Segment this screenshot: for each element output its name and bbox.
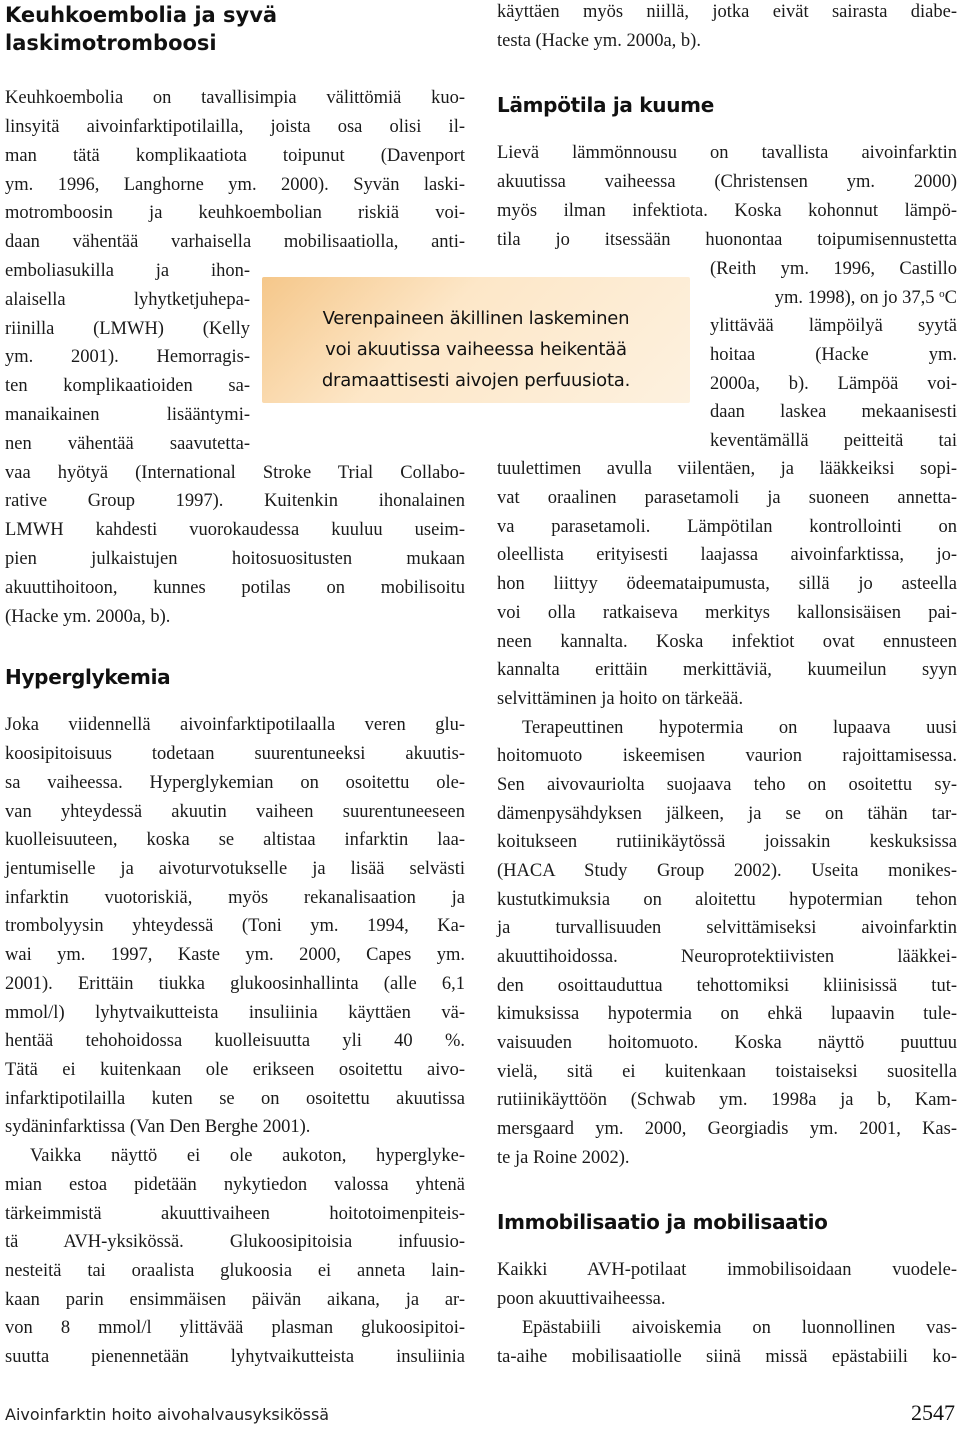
text-line: kimuksissa hypotermia on ehkä lupaavin tule- <box>497 1004 957 1024</box>
text-line: (Hacke ym. 2000a, b). <box>5 607 171 627</box>
text-line: kannalta erittäin merkittäviä, kuumeilun syyn <box>497 660 957 680</box>
footer-divider <box>0 1394 960 1395</box>
section-title-line-1: Keuhkoembolia ja syvä <box>5 3 278 27</box>
footer-publication-title: Aivoinfarktin hoito aivohalvausyksikössä <box>5 1405 330 1424</box>
text-line: infarktin vuotoriskiä, myös rekanalisaation ja <box>5 888 465 908</box>
pull-quote-line: voi akuutissa vaiheessa heikentää <box>325 339 627 360</box>
text-line: akuuttihoidossa. Neuroprotektiivisten lääkkei- <box>497 947 957 967</box>
heading-lampotila: Lämpötila ja kuume <box>497 93 714 117</box>
text-line: 2000a, b). Lämpöä voi- <box>710 374 957 394</box>
text-line: te ja Roine 2002). <box>497 1148 630 1168</box>
text-line: hon liittyy ödeemataipumusta, sillä jo asteella <box>497 574 957 594</box>
text-line: den osoittauduttua tehottomiksi kliinisissä tut- <box>497 976 957 996</box>
text-line: kuolleisuuteen, koska se altistaa infarktin laa- <box>5 830 465 850</box>
text-line: tärkeimmistä akuuttivaiheen hoitotoimenpiteis- <box>5 1204 465 1224</box>
text-line: akuutissa vaiheessa (Christensen ym. 2000) <box>497 172 957 192</box>
heading-hyperglykemia: Hyperglykemia <box>5 665 171 689</box>
text-line: man tätä komplikaatiota toipunut (Davenport <box>5 146 465 166</box>
text-line: (HACA Study Group 2002). Useita monikes- <box>497 861 957 881</box>
text-fragment: C <box>944 288 957 308</box>
text-line: va parasetamoli. Lämpötilan kontrollointi on <box>497 517 957 537</box>
text-line: keventämällä peitteitä tai <box>710 431 957 451</box>
text-line: suutta pienennetään lyhytvaikutteista insuliinia <box>5 1347 465 1367</box>
text-line: daan vähentää varhaisella mobilisaatiolla, anti- <box>5 232 465 252</box>
page-number: 2547 <box>911 1400 955 1425</box>
text-line: riinilla (LMWH) (Kelly <box>5 319 250 339</box>
text-line: pien julkaistujen hoitosuositusten mukaan <box>5 549 465 569</box>
text-line: selvittäminen ja hoito on tärkeää. <box>497 689 744 709</box>
text-line: daan laskea mekaanisesti <box>710 402 957 422</box>
text-line: nen vähentää saavutetta- <box>5 434 250 454</box>
text-line: emboliasukilla ja ihon- <box>5 261 250 281</box>
text-line: dämenpysähdyksen jälkeen, ja se on tähän tar- <box>497 804 957 824</box>
text-line: oleellista erityisesti laajassa aivoinfarktissa, jo- <box>497 545 957 565</box>
text-line: infarktipotilailla kuten se on osoitettu akuutissa <box>5 1089 465 1109</box>
text-line: myös ilman infektiota. Koska kohonnut lämpö- <box>497 201 957 221</box>
text-line: Tätä ei kuitenkaan ole erikseen osoitettu aivo- <box>5 1060 465 1080</box>
text-line: ym. 2001). Hemorragis- <box>5 347 250 367</box>
text-line: tila jo itsessään huonontaa toipumisennustetta <box>497 230 957 250</box>
text-line: hoitaa (Hacke ym. <box>710 345 957 365</box>
text-line: Lievä lämmönnousu on tavallista aivoinfarktin <box>497 143 957 163</box>
text-line: ta-aihe mobilisaatiolle siinä missä epästabiili ko- <box>497 1347 957 1367</box>
text-line: LMWH kahdesti vuorokaudessa kuuluu useim- <box>5 520 465 540</box>
text-line: akuuttihoitoon, kunnes potilas on mobilisoitu <box>5 578 465 598</box>
degree-sup: o <box>939 288 945 300</box>
text-line: käyttäen myös niillä, jotka eivät sairasta diabe- <box>497 2 957 22</box>
text-line: vaa hyötyä (International Stroke Trial Collabo- <box>5 463 465 483</box>
text-line: rative Group 1997). Kuitenkin ihonalainen <box>5 491 465 511</box>
text-line: (Reith ym. 1996, Castillo <box>710 259 957 279</box>
section-title <box>0 0 470 62</box>
text-line: koosipitoisuus todetaan suurentuneeksi akuutis- <box>5 744 465 764</box>
text-line: ten komplikaatioiden sa- <box>5 376 250 396</box>
text-line: linsyitä aivoinfarktipotilailla, joista osa olisi il- <box>5 117 465 137</box>
text-line: ylittävää lämpöilyä syytä <box>710 316 957 336</box>
text-line: alaisella lyhytketjuhepa- <box>5 290 250 310</box>
text-line: poon akuuttivaiheessa. <box>497 1289 666 1309</box>
text-line: Terapeuttinen hypotermia on lupaava uusi <box>522 718 957 738</box>
text-line: sydäninfarktissa (Van Den Berghe 2001). <box>5 1117 311 1137</box>
text-line: Sen aivovauriolta suojaava teho on osoitettu sy- <box>497 775 957 795</box>
text-line <box>710 284 957 313</box>
text-line: trombolyysin yhteydessä (Toni ym. 1994, Ka- <box>5 916 465 936</box>
text-line: voi olla ratkaiseva merkitys kallonsisäisen pai- <box>497 603 957 623</box>
text-line: van yhteydessä akuutin vaiheen suurentuneeseen <box>5 802 465 822</box>
text-line: von 8 mmol/l ylittävää plasman glukoosipitoi- <box>5 1318 465 1338</box>
text-line: kaan parin ensimmäisen päivän aikana, ja ar- <box>5 1290 465 1310</box>
text-line: Epästabiili aivoiskemia on luonnollinen vas- <box>522 1318 957 1338</box>
text-line: manaikainen lisääntymi- <box>5 405 250 425</box>
text-line: Keuhkoembolia on tavallisimpia välittömiä kuo- <box>5 88 465 108</box>
text-line: mersgaard ym. 2000, Georgiadis ym. 2001, Kas- <box>497 1119 957 1139</box>
text-line: mian estoa pidetään nykytiedon valossa yhtenä <box>5 1175 465 1195</box>
text-line: nesteitä tai oraalista glukoosia ei anneta lain- <box>5 1261 465 1281</box>
text-line: ym. 1996, Langhorne ym. 2000). Syvän laski- <box>5 175 465 195</box>
text-line: ja turvallisuuden selvittämiseksi aivoinfarktin <box>497 918 957 938</box>
text-line: rutiinikäyttöön (Schwab ym. 1998a ja b, Kam- <box>497 1090 957 1110</box>
section-title-line-2: laskimotromboosi <box>5 31 217 55</box>
text-line: tä AVH-yksikössä. Glukoosipitoisia infuusio- <box>5 1232 465 1252</box>
pull-quote-line: Verenpaineen äkillinen laskeminen <box>322 308 630 329</box>
text-line: wai ym. 1997, Kaste ym. 2000, Capes ym. <box>5 945 465 965</box>
text-line: mmol/l) lyhytvaikutteista insuliinia käyttäen vä- <box>5 1003 465 1023</box>
text-line: tuulettimen avulla viilentäen, ja lääkkeiksi sopi- <box>497 459 957 479</box>
text-line: koitukseen rutiinikäytössä joissakin keskuksissa <box>497 832 957 852</box>
text-line: Kaikki AVH-potilaat immobilisoidaan vuodele- <box>497 1260 957 1280</box>
text-line: motromboosin ja keuhkoembolian riskiä voi- <box>5 203 465 223</box>
text-line: vaisuuden hoitomuoto. Koska näyttö puuttuu <box>497 1033 957 1053</box>
text-line: hentää tehohoidossa kuolleisuutta yli 40 %. <box>5 1031 465 1051</box>
text-line: kustutkimuksia on aloitettu hypotermian tehon <box>497 890 957 910</box>
pull-quote-text <box>262 303 690 396</box>
text-line: Vaikka näyttö ei ole aukoton, hyperglyke- <box>30 1146 465 1166</box>
text-line: 2001). Erittäin tiukka glukoosinhallinta (alle 6,1 <box>5 974 465 994</box>
text-line: sa vaiheessa. Hyperglykemian on osoitettu ole- <box>5 773 465 793</box>
text-line: vat oraalinen parasetamoli ja suoneen annetta- <box>497 488 957 508</box>
pull-quote-line: dramaattisesti aivojen perfuusiota. <box>321 370 631 391</box>
text-line: vielä, sitä ei kuitenkaan toistaiseksi suositella <box>497 1062 957 1082</box>
heading-immobilisaatio: Immobilisaatio ja mobilisaatio <box>497 1210 828 1234</box>
text-line: hoitomuoto iskeemisen vaurion rajoittamisessa. <box>497 746 957 766</box>
text-line: neen kannalta. Koska infektiot ovat ennusteen <box>497 632 957 652</box>
text-line: Joka viidennellä aivoinfarktipotilaalla veren glu- <box>5 715 465 735</box>
text-line: testa (Hacke ym. 2000a, b). <box>497 31 701 51</box>
text-fragment: ym. 1998), on jo 37,5 <box>774 288 940 308</box>
pull-quote-box <box>262 277 690 403</box>
text-line: jentumiselle ja aivoturvotukselle ja lisää selvästi <box>5 859 465 879</box>
